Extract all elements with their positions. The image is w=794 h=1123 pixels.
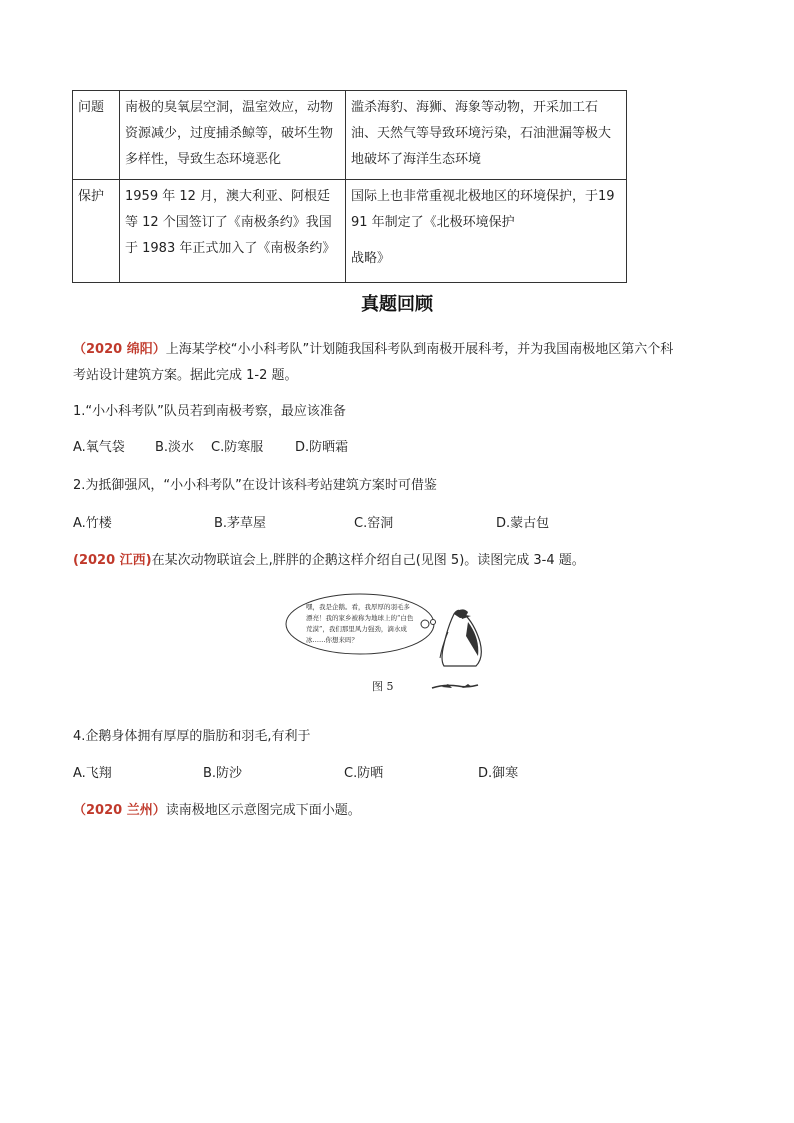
q34-source: (2020 江西) — [73, 553, 152, 568]
table-row — [73, 91, 627, 180]
south-protection-cell: 1959 年 12 月，澳大利亚、阿根廷等 12 个国签订了《南极条约》我国于 1983 年正式加入了《南极条约》 — [120, 180, 346, 283]
north-protection-text: 国际上也非常重视北极地区的环境保护，于1991 年制定了《北极环境保护 — [351, 189, 615, 230]
q4-option-d[interactable]: D.御寒 — [478, 766, 519, 781]
q1-option-a[interactable]: A.氧气袋 — [73, 440, 125, 455]
figure-caption: 图 5 — [372, 680, 394, 693]
q12-intro — [73, 338, 673, 357]
q4-stem: 4.企鹅身体拥有厚厚的脂肪和羽毛,有利于 — [73, 729, 311, 744]
q2-option-c[interactable]: C.窑洞 — [354, 516, 394, 531]
q5-intro — [73, 799, 361, 818]
q5-intro-text: 读南极地区示意图完成下面小题。 — [165, 803, 361, 818]
south-problem-cell: 南极的臭氧层空洞，温室效应，动物资源减少，过度捕杀鲸等，破坏生物多样性，导致生态环境恶化 — [120, 91, 346, 180]
penguin-figure — [282, 592, 502, 698]
penguin-speech: 嘿，我是企鹅。看，我厚厚的羽毛多漂亮！我的家乡被称为地球上的“白色荒漠”，我们那里风力强劲，滴水成冰……你想来吗？ — [306, 603, 414, 644]
north-problem-cell: 滥杀海豹、海狮、海象等动物，开采加工石油、天然气等导致环境污染，石油泄漏等极大地破坏了海洋生态环境 — [346, 91, 627, 180]
table-row — [73, 180, 627, 283]
q1-options — [73, 436, 633, 456]
q4-option-a[interactable]: A.飞翔 — [73, 766, 112, 781]
q1-option-d[interactable]: D.防晒霜 — [295, 440, 349, 455]
q4-option-b[interactable]: B.防沙 — [203, 766, 243, 781]
q34-intro-text: 在某次动物联谊会上,胖胖的企鹅这样介绍自己(见图 5)。读图完成 3-4 题。 — [151, 553, 585, 568]
north-protection-cell — [346, 180, 627, 283]
q34-intro — [73, 549, 585, 568]
q2-options — [73, 512, 633, 532]
row-header-protection: 保护 — [73, 180, 120, 283]
section-title: 真题回顾 — [361, 294, 433, 315]
q12-intro-text: 上海某学校“小小科考队”计划随我国科考队到南极开展科考，并为我国南极地区第六个科 — [165, 342, 674, 357]
q4-option-c[interactable]: C.防晒 — [344, 766, 384, 781]
q12-source: （2020 绵阳） — [73, 342, 166, 357]
q2-option-d[interactable]: D.蒙古包 — [496, 516, 550, 531]
q2-option-a[interactable]: A.竹楼 — [73, 516, 112, 531]
q1-option-c[interactable]: C.防寒服 — [211, 440, 264, 455]
q1-stem: 1.“小小科考队”队员若到南极考察，最应该准备 — [73, 404, 346, 419]
row-header-problem: 问题 — [73, 91, 120, 180]
q1-option-b[interactable]: B.淡水 — [155, 440, 195, 455]
q4-options — [73, 762, 633, 782]
q5-source: （2020 兰州） — [73, 803, 166, 818]
q2-option-b[interactable]: B.茅草屋 — [214, 516, 267, 531]
q2-stem: 2.为抵御强风，“小小科考队”在设计该科考站建筑方案时可借鉴 — [73, 478, 437, 493]
comparison-table — [72, 90, 627, 283]
q12-intro-cont: 考站设计建筑方案。据此完成 1-2 题。 — [73, 368, 298, 383]
north-protection-text-cont: 战略》 — [351, 251, 391, 266]
